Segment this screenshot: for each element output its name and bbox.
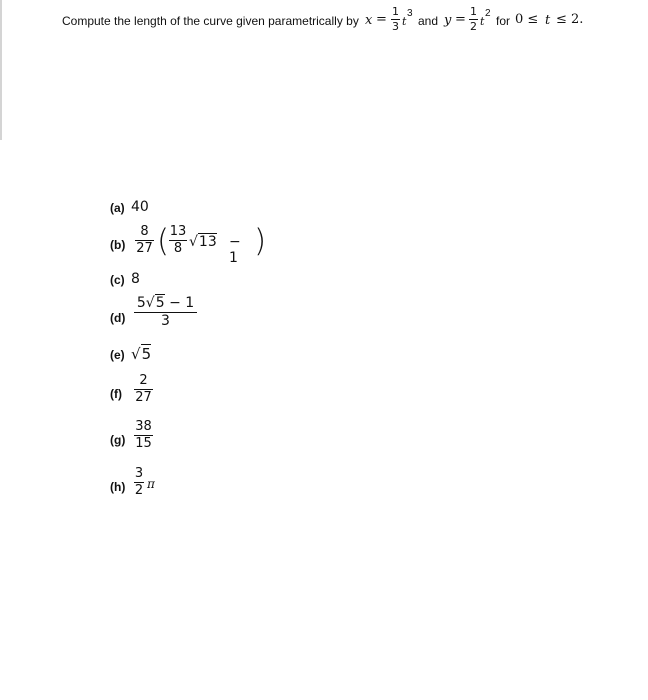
right-paren: ) (254, 223, 267, 259)
choice-label: (d) (110, 311, 126, 325)
range-end: ≤ 2. (556, 12, 584, 27)
choice-label: (c) (110, 273, 125, 287)
fraction-8-27: 8 27 (136, 224, 153, 257)
t-y: t (480, 15, 485, 28)
fraction-5sqrt5-minus-1-over-3: 5√5 − 1 3 (134, 296, 197, 330)
eq-y: = (455, 12, 466, 27)
range-t: t (545, 13, 551, 28)
question-text (62, 2, 642, 42)
choice-label: (g) (110, 433, 126, 447)
t-x: t (402, 15, 407, 28)
fraction-2-27: 2 27 (135, 373, 152, 406)
exp-y: 2 (485, 8, 491, 19)
left-paren: ( (157, 223, 170, 259)
pi-symbol: π (147, 477, 155, 491)
exp-x: 3 (407, 8, 413, 19)
var-x: x (365, 13, 373, 28)
var-y: y (444, 13, 452, 28)
choice-label: (a) (110, 201, 125, 215)
choice-value: 8 (131, 271, 140, 287)
for-text: for (496, 14, 511, 28)
range-start: 0 ≤ (515, 12, 539, 27)
and-text: and (418, 14, 439, 28)
fraction-one-third: 1 3 (392, 5, 399, 34)
choice-value: 40 (131, 199, 149, 215)
page-left-edge (0, 0, 2, 140)
choice-label: (f) (110, 387, 122, 401)
fraction-one-half: 1 2 (470, 5, 477, 34)
choice-label: (b) (110, 238, 126, 252)
fraction-13-8: 13 8 (169, 224, 187, 257)
eq-x: = (376, 12, 387, 27)
fraction-38-15: 38 15 (135, 419, 152, 452)
question-lead: Compute the length of the curve given parametrically by (62, 14, 359, 28)
sqrt-5: √5 (131, 345, 152, 363)
sqrt-13: √13 (189, 234, 217, 250)
choice-label: (e) (110, 348, 125, 362)
minus-one: − 1 (229, 234, 241, 266)
fraction-3-2: 3 2 (134, 466, 144, 499)
choice-label: (h) (110, 480, 126, 494)
